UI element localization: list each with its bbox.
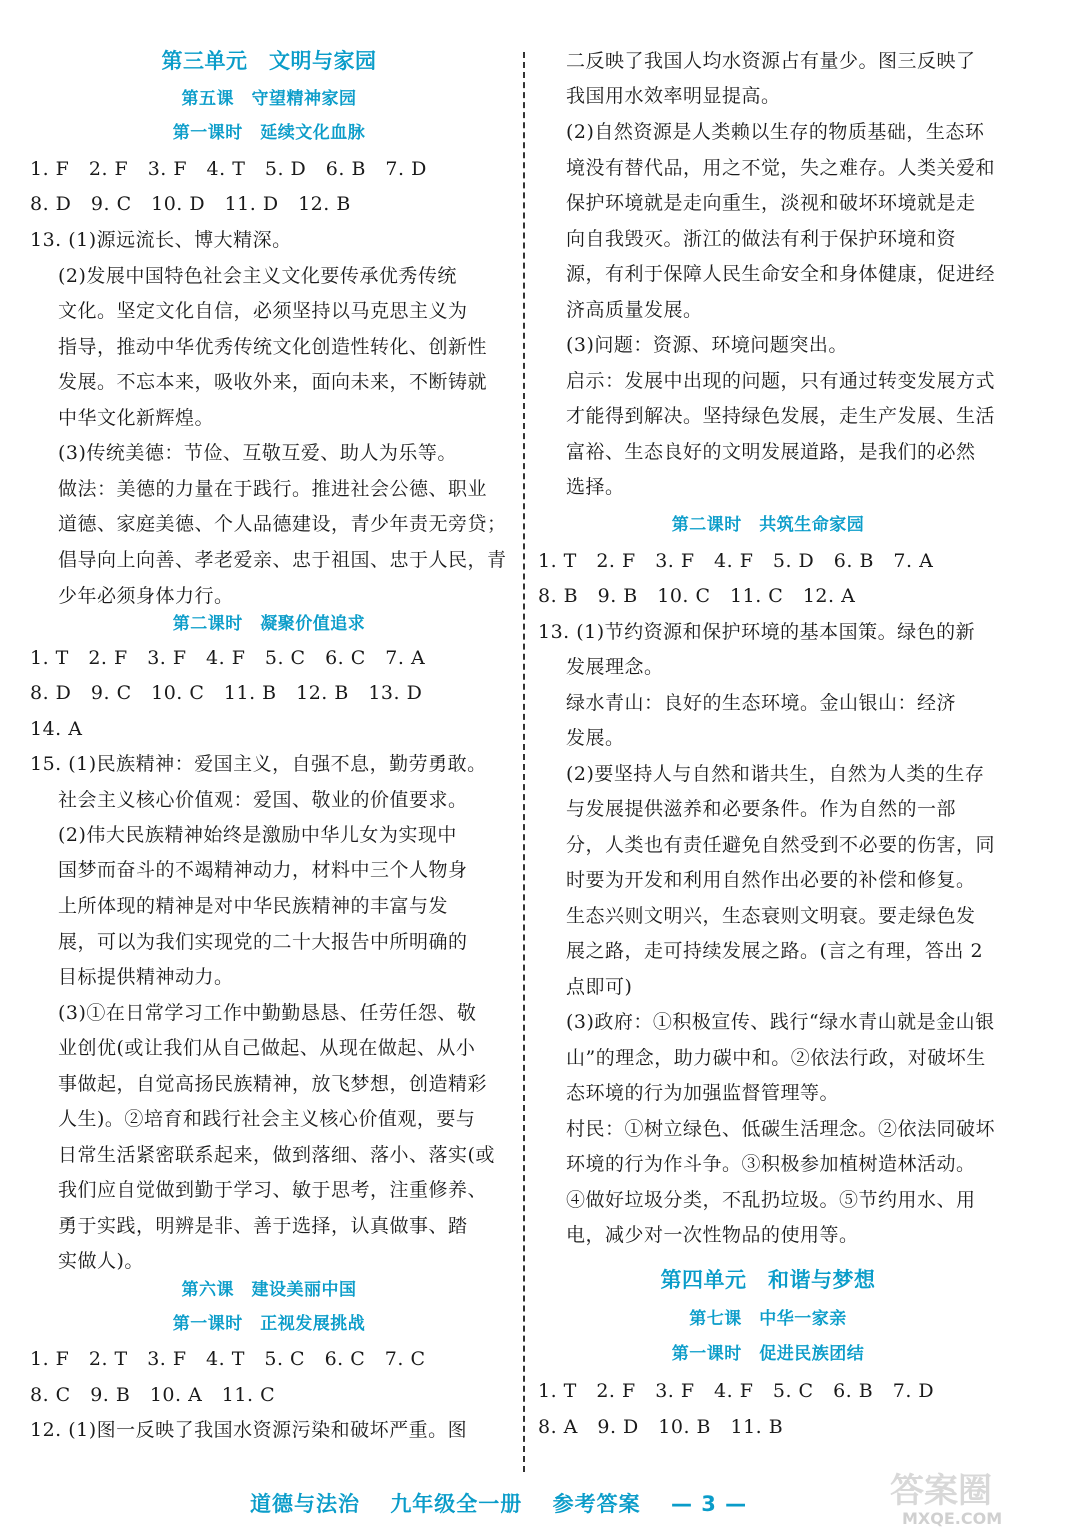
answer-line: 8. D 9. C 10. C 11. B 12. B 13. D bbox=[30, 682, 423, 704]
answer-line: 生态兴则文明兴，生态衰则文明衰。要走绿色发 bbox=[566, 905, 976, 927]
section-heading: 第四单元 和谐与梦想 bbox=[660, 1268, 876, 1292]
answer-line: 倡导向上向善、孝老爱亲、忠于祖国、忠于人民，青 bbox=[58, 549, 507, 571]
answer-line: (3)问题：资源、环境问题突出。 bbox=[566, 334, 848, 356]
answer-line: 态环境的行为加强监督管理等。 bbox=[566, 1082, 840, 1104]
answer-line: 少年必须身体力行。 bbox=[58, 585, 234, 607]
answer-line: (2)自然资源是人类赖以生存的物质基础，生态环 bbox=[566, 121, 985, 143]
answer-line: (3)①在日常学习工作中勤勤恳恳、任劳任怨、敬 bbox=[58, 1002, 477, 1024]
footer-grade: 九年级全一册 bbox=[390, 1492, 523, 1516]
answer-line: 分，人类也有责任避免自然受到不必要的伤害，同 bbox=[566, 834, 996, 856]
answer-line: 保护环境就是走向重生，淡视和破坏环境就是走 bbox=[566, 192, 976, 214]
answer-line: 山”的理念，助力碳中和。②依法行政，对破坏生 bbox=[566, 1047, 986, 1069]
answer-line: 展之路，走可持续发展之路。(言之有理，答出 2 bbox=[566, 940, 984, 962]
section-heading: 第一课时 正视发展挑战 bbox=[172, 1314, 366, 1334]
answer-line: 点即可) bbox=[566, 976, 633, 998]
answer-line: 目标提供精神动力。 bbox=[58, 966, 234, 988]
answer-line: 业创优(或让我们从自己做起、从现在做起、从小 bbox=[58, 1037, 476, 1059]
section-heading: 第二课时 凝聚价值追求 bbox=[172, 614, 366, 634]
answer-line: 14. A bbox=[30, 718, 83, 740]
answer-line: 做法：美德的力量在于践行。推进社会公德、职业 bbox=[58, 478, 488, 500]
answer-line: 1. F 2. F 3. F 4. T 5. D 6. B 7. D bbox=[30, 158, 427, 180]
answer-line: 8. B 9. B 10. C 11. C 12. A bbox=[538, 585, 856, 607]
answer-line: 富裕、生态良好的文明发展道路，是我们的必然 bbox=[566, 441, 976, 463]
answer-line: 上所体现的精神是对中华民族精神的丰富与发 bbox=[58, 895, 449, 917]
answer-line: 境没有替代品，用之不觉，失之难存。人类关爱和 bbox=[566, 157, 996, 179]
answer-line: 启示：发展中出现的问题，只有通过转变发展方式 bbox=[566, 370, 996, 392]
page-footer bbox=[250, 1488, 769, 1518]
answer-line: 源，有利于保障人民生命安全和身体健康，促进经 bbox=[566, 263, 996, 285]
answer-line: ④做好垃圾分类，不乱扔垃圾。⑤节约用水、用 bbox=[566, 1189, 976, 1211]
answer-line: 向自我毁灭。浙江的做法有利于保护环境和资 bbox=[566, 228, 957, 250]
answer-line: (2)要坚持人与自然和谐共生，自然为人类的生存 bbox=[566, 763, 985, 785]
answer-line: 8. C 9. B 10. A 11. C bbox=[30, 1384, 276, 1406]
answer-line: 发展理念。 bbox=[566, 656, 664, 678]
footer-subject: 道德与法治 bbox=[250, 1492, 360, 1516]
watermark-logo bbox=[880, 1462, 1060, 1530]
answer-line: 8. D 9. C 10. D 11. D 12. B bbox=[30, 193, 351, 215]
column-divider bbox=[523, 52, 525, 1472]
watermark-url: MXQE.COM bbox=[902, 1509, 1003, 1528]
section-heading: 第五课 守望精神家园 bbox=[181, 89, 357, 109]
answer-line: 日常生活紧密联系起来，做到落细、落小、落实(或 bbox=[58, 1144, 495, 1166]
section-heading: 第七课 中华一家亲 bbox=[689, 1309, 847, 1329]
answer-line: 文化。坚定文化自信，必须坚持以马克思主义为 bbox=[58, 300, 468, 322]
answer-line: 展，可以为我们实现党的二十大报告中所明确的 bbox=[58, 931, 468, 953]
answer-line: 实做人)。 bbox=[58, 1250, 144, 1272]
answer-line: 国梦而奋斗的不竭精神动力，材料中三个人物身 bbox=[58, 859, 468, 881]
section-heading: 第一课时 延续文化血脉 bbox=[172, 123, 366, 143]
watermark-text: 答案圈 bbox=[890, 1471, 992, 1511]
answer-line: 中华文化新辉煌。 bbox=[58, 407, 215, 429]
answer-line: 15. (1)民族精神：爱国主义，自强不息，勤劳勇敢。 bbox=[30, 753, 487, 775]
answer-line: 人生)。②培育和践行社会主义核心价值观，要与 bbox=[58, 1108, 476, 1130]
section-heading: 第三单元 文明与家园 bbox=[161, 49, 377, 73]
answer-line: 道德、家庭美德、个人品德建设，青少年责无旁贷； bbox=[58, 513, 507, 535]
answer-line: 1. T 2. F 3. F 4. F 5. D 6. B 7. A bbox=[538, 550, 934, 572]
answer-line: 绿水青山：良好的生态环境。金山银山：经济 bbox=[566, 692, 957, 714]
answer-line: 13. (1)源远流长、博大精深。 bbox=[30, 229, 292, 251]
answer-line: 指导，推动中华优秀传统文化创造性转化、创新性 bbox=[58, 336, 488, 358]
answer-line: 电，减少对一次性物品的使用等。 bbox=[566, 1224, 859, 1246]
answer-line: 12. (1)图一反映了我国水资源污染和破坏严重。图 bbox=[30, 1419, 468, 1441]
answer-line: (3)传统美德：节俭、互敬互爱、助人为乐等。 bbox=[58, 442, 457, 464]
answer-line: 选择。 bbox=[566, 476, 625, 498]
answer-line: 1. T 2. F 3. F 4. F 5. C 6. C 7. A bbox=[30, 647, 426, 669]
section-heading: 第二课时 共筑生命家园 bbox=[671, 515, 865, 535]
answer-line: 8. A 9. D 10. B 11. B bbox=[538, 1416, 784, 1438]
answer-line: 济高质量发展。 bbox=[566, 299, 703, 321]
answer-line: 我国用水效率明显提高。 bbox=[566, 85, 781, 107]
answer-line: 发展。 bbox=[566, 727, 625, 749]
answer-line: 二反映了我国人均水资源占有量少。图三反映了 bbox=[566, 50, 976, 72]
answer-line: 1. F 2. T 3. F 4. T 5. C 6. C 7. C bbox=[30, 1348, 426, 1370]
answer-line: (2)发展中国特色社会主义文化要传承优秀传统 bbox=[58, 265, 457, 287]
footer-label: 参考答案 bbox=[552, 1492, 641, 1516]
answer-line: 1. T 2. F 3. F 4. F 5. C 6. B 7. D bbox=[538, 1380, 935, 1402]
answer-line: 13. (1)节约资源和保护环境的基本国策。绿色的新 bbox=[538, 621, 976, 643]
answer-line: 村民：①树立绿色、低碳生活理念。②依法同破坏 bbox=[566, 1118, 996, 1140]
answer-line: 我们应自觉做到勤于学习、敏于思考，注重修养、 bbox=[58, 1179, 488, 1201]
answer-line: (2)伟大民族精神始终是激励中华儿女为实现中 bbox=[58, 824, 457, 846]
answer-line: 与发展提供滋养和必要条件。作为自然的一部 bbox=[566, 798, 957, 820]
answer-line: 发展。不忘本来，吸收外来，面向未来，不断铸就 bbox=[58, 371, 488, 393]
section-heading: 第六课 建设美丽中国 bbox=[181, 1280, 357, 1300]
footer-page-number: — 3 — bbox=[670, 1492, 748, 1516]
answer-line: 勇于实践，明辨是非、善于选择，认真做事、踏 bbox=[58, 1215, 468, 1237]
answer-line: (3)政府：①积极宣传、践行“绿水青山就是金山银 bbox=[566, 1011, 995, 1033]
answer-line: 社会主义核心价值观：爱国、敬业的价值要求。 bbox=[58, 789, 468, 811]
answer-line: 才能得到解决。坚持绿色发展，走生产发展、生活 bbox=[566, 405, 996, 427]
answer-line: 事做起，自觉高扬民族精神，放飞梦想，创造精彩 bbox=[58, 1073, 488, 1095]
answer-line: 时要为开发和利用自然作出必要的补偿和修复。 bbox=[566, 869, 976, 891]
answer-line: 环境的行为作斗争。③积极参加植树造林活动。 bbox=[566, 1153, 976, 1175]
section-heading: 第一课时 促进民族团结 bbox=[671, 1344, 865, 1364]
